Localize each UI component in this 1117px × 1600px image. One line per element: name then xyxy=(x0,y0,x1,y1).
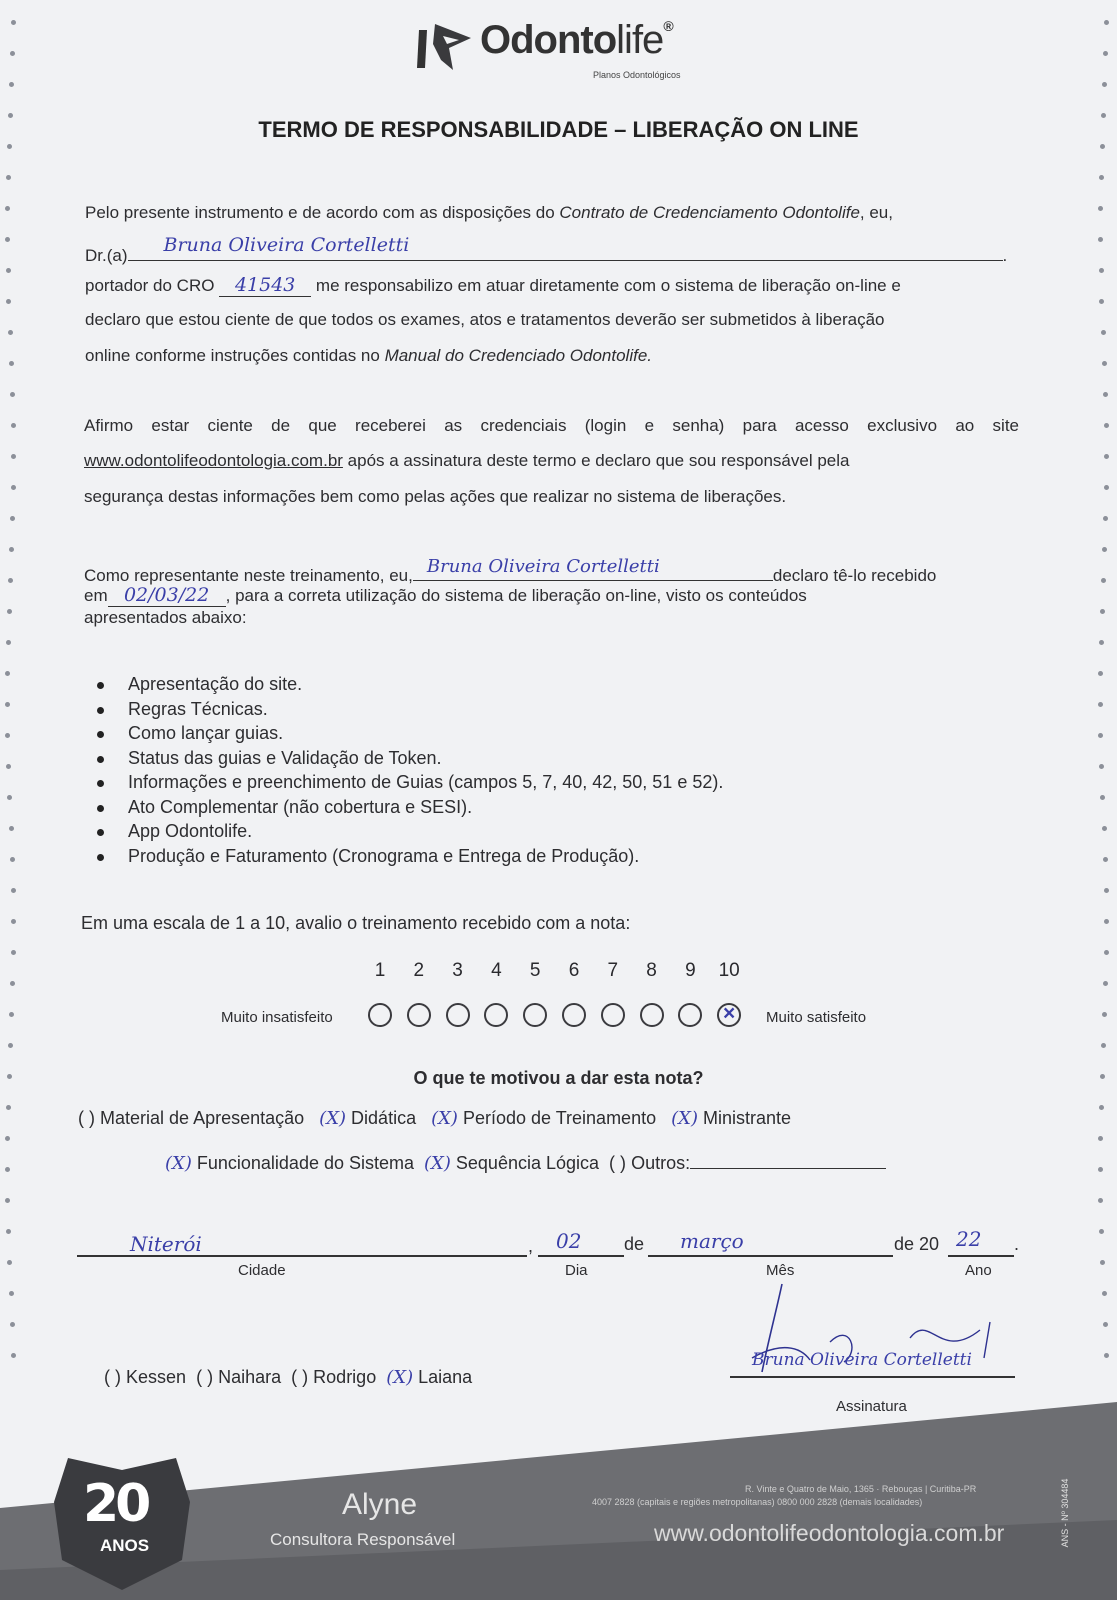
p3-line3: apresentados abaixo: xyxy=(84,608,247,627)
rating-question: Em uma escala de 1 a 10, avalio o treinamento recebido com a nota: xyxy=(81,913,631,933)
city-handwritten: Niterói xyxy=(130,1232,202,1256)
perforation-hole xyxy=(5,702,10,707)
perforation-hole xyxy=(1102,1291,1107,1296)
perforation-hole xyxy=(11,888,16,893)
perforation-hole xyxy=(5,237,10,242)
scale-number: 4 xyxy=(491,960,502,981)
20-anos-badge xyxy=(48,1452,196,1592)
scale-number: 9 xyxy=(685,960,696,981)
motivation-row-2: (X) Funcionalidade do Sistema (X) Sequência Lógica ( ) Outros: xyxy=(165,1150,886,1174)
footer-address: R. Vinte e Quatro de Maio, 1365 · Rebouças | Curitiba-PR xyxy=(745,1484,977,1494)
perforation-hole xyxy=(1098,1136,1103,1141)
trainers-row: ( ) Kessen ( ) Naihara ( ) Rodrigo (X) Laiana xyxy=(104,1367,473,1388)
trainer-mark[interactable]: ( ) xyxy=(196,1367,214,1387)
perforation-hole xyxy=(5,733,10,738)
perforation-hole xyxy=(1103,516,1108,521)
perforation-hole xyxy=(5,1167,10,1172)
perforation-hole xyxy=(1099,268,1104,273)
day-line xyxy=(538,1255,624,1257)
perforation-hole xyxy=(11,20,16,25)
p1-line4: declaro que estou ciente de que todos os exames, atos e tratamentos deverão ser submetidos à liberação xyxy=(85,310,885,329)
badge-word: ANOS xyxy=(100,1536,150,1555)
perforation-hole xyxy=(1102,82,1107,87)
perforation-hole xyxy=(10,981,15,986)
ans-registration: ANS - Nº 304484 xyxy=(1060,1478,1070,1548)
perforation-hole xyxy=(11,485,16,490)
list-item: Ato Complementar (não cobertura e SESI). xyxy=(92,795,723,820)
document-page: Odontolife® Planos Odontológicos TERMO DE RESPONSABILIDADE – LIBERAÇÃO ON LINE Pelo presente instrumento e de acordo com as disposições do Contrato de Credenciamento Odontolife, eu, Dr.(a) Bruna Oliveira Cortelletti . portador do CRO 41543 me responsabilizo em atuar diretamente com o sistema de liberação on-line e declaro que estou ciente de que todos os exames, atos e tratamentos deverão ser submetidos à liberação online conforme instruções contidas no Manual do Credenciado Odontolife. Afirmo estar ciente de que receberei as credenciais (login e senha) para acesso exclusivo ao site www.odontolifeodontologia.com.br após a assinatura deste termo e declaro que sou responsável pela segurança destas informações bem como pelas ações que realizar no sistema de liberações. Como representante neste treinamento, eu, Bruna Oliveira Cortelletti declaro tê-lo recebido em 02/03/22 , para a correta utilização do sistema de liberação on-line, visto os conteúdos apresentados abaixo: Apresentação do site. Regras Técnicas. Como lançar guias. Status das guias e Validação de Token. Informações e preenchimento de Guias (campos 5, 7, 40, 42, 50, 51 e 52). Ato Complementar (não cobertura e SESI). App Odontolife. Produção e Faturamento (Cronograma e Entrega de Produção). Em uma escala de 1 a 10, avalio o treinamento recebido com a nota: 1 2 3 4 5 6 7 8 9 10 × Muito insatisfeito Muito satisfeito O que te motivou a dar esta nota? ( ) Material de Apresentação (X) Didática (X) Período de Treinamento (X) Ministrante (X) Funcionalidade do Sistema (X) Sequência Lógica ( ) Outros: Niterói Cidade , 02 Dia de março Mês de 20 22 . Ano ( ) Kessen ( ) Naihara ( ) Rodrigo (X) Laiana Bruna Oliveira Cortelletti Assinatura 20 ANOS Alyne Consultora Responsável R. Vinte e Quatro de Maio, 1365 · Rebouças | Curitiba-PR 4007 2828 (capitais e regiões metropolitanas) 0800 000 2828 (demais localidades) www.odontolifeodontologia.com.br ANS - Nº 304484 xyxy=(0,0,1117,1600)
rating-radio-8[interactable] xyxy=(640,1003,664,1027)
perforation-hole xyxy=(1100,144,1105,149)
p3-line1: Como representante neste treinamento, eu, Bruna Oliveira Cortelletti declaro tê-lo recebido xyxy=(84,556,937,585)
right-perforation xyxy=(1083,0,1117,1600)
perforation-hole xyxy=(5,1136,10,1141)
site-url[interactable]: www.odontolifeodontologia.com.br xyxy=(84,451,343,470)
scale-number: 8 xyxy=(646,960,657,981)
perforation-hole xyxy=(1104,950,1109,955)
perforation-hole xyxy=(1102,826,1107,831)
perforation-hole xyxy=(1100,1260,1105,1265)
day-label: Dia xyxy=(565,1262,588,1279)
rating-radio-5[interactable] xyxy=(523,1003,547,1027)
perforation-hole xyxy=(10,51,15,56)
list-item: Como lançar guias. xyxy=(92,721,723,746)
perforation-hole xyxy=(7,795,12,800)
perforation-hole xyxy=(1104,888,1109,893)
perforation-hole xyxy=(1104,919,1109,924)
dentist-name-handwritten: Bruna Oliveira Cortelletti xyxy=(163,234,410,256)
scale-number: 3 xyxy=(452,960,463,981)
perforation-hole xyxy=(9,826,14,831)
perforation-hole xyxy=(6,175,11,180)
perforation-hole xyxy=(1104,485,1109,490)
perforation-hole xyxy=(9,82,14,87)
perforation-hole xyxy=(5,1198,10,1203)
perforation-hole xyxy=(1101,1043,1106,1048)
footer-website[interactable]: www.odontolifeodontologia.com.br xyxy=(654,1520,1005,1546)
motivation-question: O que te motivou a dar esta nota? xyxy=(413,1068,704,1088)
scale-number: 5 xyxy=(529,960,541,981)
perforation-hole xyxy=(7,609,12,614)
perforation-hole xyxy=(1104,454,1109,459)
perforation-hole xyxy=(1101,578,1106,583)
perforation-hole xyxy=(11,454,16,459)
city-label: Cidade xyxy=(238,1262,286,1279)
p1-line3: portador do CRO 41543 me responsabilizo em atuar diretamente com o sistema de liberação on-line e xyxy=(85,274,901,296)
training-date-handwritten: 02/03/22 xyxy=(123,584,210,606)
option-mark[interactable]: ( ) xyxy=(609,1153,627,1173)
rating-radio-2[interactable] xyxy=(407,1003,431,1027)
perforation-hole xyxy=(1098,671,1103,676)
month-label: Mês xyxy=(766,1262,795,1279)
footer-phones: 4007 2828 (capitais e regiões metropolitanas) 0800 000 2828 (demais localidades) xyxy=(592,1497,923,1507)
perforation-hole xyxy=(1101,330,1106,335)
rating-radio-9[interactable] xyxy=(678,1003,702,1027)
p1-line5: online conforme instruções contidas no Manual do Credenciado Odontolife. xyxy=(85,346,653,365)
month-handwritten: março xyxy=(680,1229,744,1253)
perforation-hole xyxy=(11,423,16,428)
perforation-hole xyxy=(1099,175,1104,180)
motivation-row-1: ( ) Material de Apresentação (X) Didática (X) Período de Treinamento (X) Ministrante xyxy=(78,1108,792,1129)
perforation-hole xyxy=(1103,981,1108,986)
perforation-hole xyxy=(1098,1198,1103,1203)
representative-name-handwritten: Bruna Oliveira Cortelletti xyxy=(426,556,660,577)
perforation-hole xyxy=(1099,764,1104,769)
perforation-hole xyxy=(1102,361,1107,366)
perforation-hole xyxy=(1100,795,1105,800)
perforation-hole xyxy=(1099,299,1104,304)
perforation-hole xyxy=(9,1291,14,1296)
topics-list xyxy=(92,672,723,868)
perforation-hole xyxy=(1102,1012,1107,1017)
list-item: Apresentação do site. xyxy=(92,672,723,697)
perforation-hole xyxy=(9,547,14,552)
perforation-hole xyxy=(6,764,11,769)
option-mark[interactable]: (X) xyxy=(424,1153,451,1174)
p3-line2: em 02/03/22 , para a correta utilização do sistema de liberação on-line, visto os conteúdos xyxy=(84,584,807,606)
trainer-mark[interactable]: ( ) xyxy=(291,1367,309,1387)
perforation-hole xyxy=(6,1229,11,1234)
perforation-hole xyxy=(11,919,16,924)
perforation-hole xyxy=(1103,51,1108,56)
consultant-role: Consultora Responsável xyxy=(270,1530,456,1549)
perforation-hole xyxy=(1099,640,1104,645)
option-mark[interactable]: (X) xyxy=(431,1108,458,1129)
perforation-hole xyxy=(7,1260,12,1265)
left-perforation xyxy=(0,0,34,1600)
cro-number-handwritten: 41543 xyxy=(234,274,296,296)
document-title: TERMO DE RESPONSABILIDADE – LIBERAÇÃO ON LINE xyxy=(258,117,859,142)
perforation-hole xyxy=(6,268,11,273)
perforation-hole xyxy=(6,640,11,645)
perforation-hole xyxy=(1102,547,1107,552)
perforation-hole xyxy=(1103,392,1108,397)
list-item: Informações e preenchimento de Guias (campos 5, 7, 40, 42, 50, 51 e 52). xyxy=(92,770,723,795)
year-label: Ano xyxy=(965,1262,992,1279)
year-line xyxy=(948,1255,1014,1257)
consultant-name: Alyne xyxy=(342,1488,418,1521)
p2-line2: www.odontolifeodontologia.com.br após a assinatura deste termo e declaro que sou responsável pela xyxy=(84,451,850,470)
option-mark[interactable]: (X) xyxy=(671,1108,698,1129)
perforation-hole xyxy=(6,299,11,304)
de-word: de xyxy=(624,1234,645,1254)
scale-number: 1 xyxy=(374,960,386,981)
perforation-hole xyxy=(1099,1229,1104,1234)
signature-handwritten: Bruna Oliveira Cortelletti xyxy=(752,1350,972,1370)
list-item: App Odontolife. xyxy=(92,819,723,844)
tooth-logo-icon xyxy=(415,22,473,74)
perforation-hole xyxy=(10,516,15,521)
perforation-hole xyxy=(1098,702,1103,707)
perforation-hole xyxy=(1104,423,1109,428)
perforation-hole xyxy=(1104,20,1109,25)
rating-radio-4[interactable] xyxy=(484,1003,508,1027)
perforation-hole xyxy=(5,206,10,211)
perforation-hole xyxy=(9,361,14,366)
perforation-hole xyxy=(1099,1105,1104,1110)
p1-line2: Dr.(a) Bruna Oliveira Cortelletti . xyxy=(85,234,1008,265)
perforation-hole xyxy=(11,950,16,955)
scale-number: 2 xyxy=(413,960,425,981)
day-handwritten: 02 xyxy=(556,1229,582,1253)
badge-number: 20 xyxy=(83,1474,148,1534)
list-item: Status das guias e Validação de Token. xyxy=(92,746,723,771)
perforation-hole xyxy=(1098,1167,1103,1172)
perforation-hole xyxy=(8,1043,13,1048)
rating-low-label: Muito insatisfeito xyxy=(221,1009,333,1026)
perforation-hole xyxy=(6,1105,11,1110)
rating-radio-1[interactable] xyxy=(368,1003,392,1027)
signature-label: Assinatura xyxy=(836,1398,907,1415)
perforation-hole xyxy=(7,144,12,149)
rating-radio-6[interactable] xyxy=(562,1003,586,1027)
p2-line1: Afirmo estar ciente de que receberei as credenciais (login e senha) para acesso exclusivo ao site xyxy=(84,416,1019,435)
brand-name: Odontolife® xyxy=(480,18,673,62)
option-mark[interactable]: ( ) xyxy=(78,1108,95,1128)
odontolife-logo xyxy=(415,18,715,84)
perforation-hole xyxy=(1098,237,1103,242)
perforation-hole xyxy=(1100,609,1105,614)
p2-line3: segurança destas informações bem como pelas ações que realizar no sistema de liberações. xyxy=(84,487,787,506)
p1-line1: Pelo presente instrumento e de acordo com as disposições do Contrato de Credenciamento Odontolife, eu, xyxy=(85,203,893,222)
perforation-hole xyxy=(10,857,15,862)
perforation-hole xyxy=(1098,733,1103,738)
scale-number: 7 xyxy=(607,960,619,981)
list-item: Regras Técnicas. xyxy=(92,697,723,722)
option-mark[interactable]: (X) xyxy=(165,1153,192,1174)
perforation-hole xyxy=(1103,857,1108,862)
perforation-hole xyxy=(8,578,13,583)
perforation-hole xyxy=(11,1353,16,1358)
perforation-hole xyxy=(5,671,10,676)
rating-radio-7[interactable] xyxy=(601,1003,625,1027)
rating-radio-3[interactable] xyxy=(446,1003,470,1027)
list-item: Produção e Faturamento (Cronograma e Entrega de Produção). xyxy=(92,844,723,869)
comma: , xyxy=(528,1236,534,1256)
perforation-hole xyxy=(10,392,15,397)
perforation-hole xyxy=(1103,1322,1108,1327)
trainer-mark[interactable]: (X) xyxy=(386,1367,414,1388)
rating-radio-10[interactable] xyxy=(717,1003,741,1027)
option-mark[interactable]: (X) xyxy=(319,1108,347,1129)
perforation-hole xyxy=(8,330,13,335)
brand-tagline: Planos Odontológicos xyxy=(593,70,681,80)
rating-high-label: Muito satisfeito xyxy=(766,1009,867,1026)
year-handwritten: 22 xyxy=(956,1227,982,1251)
perforation-hole xyxy=(10,1322,15,1327)
perforation-hole xyxy=(1104,1353,1109,1358)
scale-number: 6 xyxy=(568,960,580,981)
trainer-mark[interactable]: ( ) xyxy=(104,1367,121,1387)
scale-number: 10 xyxy=(718,960,740,981)
year-prefix: de 20 xyxy=(894,1234,940,1254)
perforation-hole xyxy=(1098,206,1103,211)
perforation-hole xyxy=(9,1012,14,1017)
month-line xyxy=(648,1255,893,1257)
